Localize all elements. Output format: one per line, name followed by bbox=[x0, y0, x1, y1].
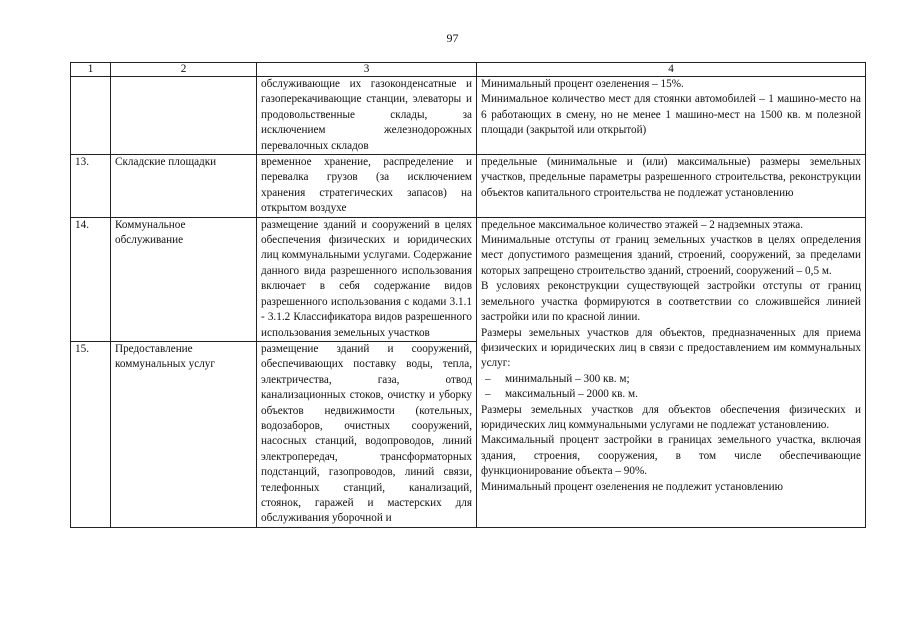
col-header-1: 1 bbox=[71, 63, 111, 77]
row-number: 14. bbox=[71, 217, 111, 341]
row-number: 15. bbox=[71, 341, 111, 527]
parameters-cell-merged bbox=[477, 217, 866, 527]
bullet-text: минимальный – 300 кв. м; bbox=[505, 372, 630, 385]
table-row bbox=[71, 155, 866, 218]
parameter-text: Минимальные отступы от границ земельных участков в целях определения мест допустимого размещения зданий, строений, сооружений, за пределами которых запрещено строительство зданий, строений, сооружений – 0,5 м. bbox=[481, 234, 861, 277]
use-description: обслуживающие их газоконденсатные и газоперекачивающие станции, элеваторы и продовольственные склады, за исключением железнодорожных перевалочных складов bbox=[257, 77, 477, 155]
use-name bbox=[111, 77, 257, 155]
parameter-text: Минимальный процент озеленения не подлежит установлению bbox=[481, 480, 783, 493]
use-name: Коммунальное обслуживание bbox=[111, 217, 257, 341]
bullet-dash: – bbox=[485, 372, 491, 385]
parameters-cell bbox=[477, 77, 866, 155]
parameter-text: предельные (минимальные и (или) максимальные) размеры земельных участков, предельные параметры разрешенного строительства, реконструкции объектов капитального строительства не подлежат установлению bbox=[481, 156, 861, 199]
use-description: размещение зданий и сооружений в целях обеспечения физических и юридических лиц коммунальными услугами. Содержание данного вида разрешенного использования включает в себя содержание видов разрешенного использования с кодами 3.1.1 - 3.1.2 Классификатора видов разрешенного использования земельных участков bbox=[257, 217, 477, 341]
parameter-text: Размеры земельных участков для объектов, предназначенных для приема физических и юридических лиц в связи с предоставлением им коммунальных услуг: bbox=[481, 326, 861, 370]
use-description: размещение зданий и сооружений, обеспечивающих поставку воды, тепла, электричества, газа, отвод канализационных стоков, очистку и уборку объектов недвижимости (котельных, водозаборов, очистных сооружений, насосных станций, водопроводов, линий электропередач, трансформаторных подстанций, газопроводов, линий связи, телефонных станций, канализаций, стоянок, гаражей и мастерских для обслуживания уборочной и bbox=[257, 341, 477, 527]
bullet-item bbox=[481, 387, 861, 402]
row-number bbox=[71, 77, 111, 155]
col-header-3: 3 bbox=[257, 63, 477, 77]
col-header-2: 2 bbox=[111, 63, 257, 77]
parameter-text: В условиях реконструкции существующей застройки отступы от границ земельного участка формируются в соответствии со сложившейся линией застройки или по красной линии. bbox=[481, 280, 861, 324]
parameter-text: Максимальный процент застройки в границах земельного участка, включая здания, строения, сооружения, в том числе обеспечивающие функционирование объекта – 90%. bbox=[481, 434, 861, 478]
col-header-4: 4 bbox=[477, 63, 866, 77]
parameter-text: Минимальный процент озеленения – 15%. bbox=[481, 78, 684, 90]
parameter-text: Размеры земельных участков для объектов обеспечения физических и юридических лиц коммунальными услугами не подлежат установлению. bbox=[481, 403, 861, 431]
bullet-item bbox=[481, 372, 861, 387]
row-number: 13. bbox=[71, 155, 111, 218]
bullet-text: максимальный – 2000 кв. м. bbox=[505, 388, 638, 401]
use-name: Предоставление коммунальных услуг bbox=[111, 341, 257, 527]
page-number: 97 bbox=[446, 31, 459, 45]
parameter-text: Минимальное количество мест для стоянки автомобилей – 1 машино-место на 6 работающих в смену, но не менее 1 машино-мест на 1500 кв. м полезной площади (закрытой или открытой) bbox=[481, 93, 861, 137]
bullet-dash: – bbox=[485, 388, 491, 401]
header-row bbox=[71, 63, 866, 77]
table-row bbox=[71, 217, 866, 341]
parameters-cell bbox=[477, 155, 866, 218]
table-row bbox=[71, 77, 866, 155]
parameter-text: предельное максимальное количество этажей – 2 надземных этажа. bbox=[481, 218, 804, 231]
use-name: Складские площадки bbox=[111, 155, 257, 218]
use-description: временное хранение, распределение и перевалка грузов (за исключением хранения стратегических запасов) на открытом воздухе bbox=[257, 155, 477, 218]
regulation-table bbox=[70, 62, 866, 528]
